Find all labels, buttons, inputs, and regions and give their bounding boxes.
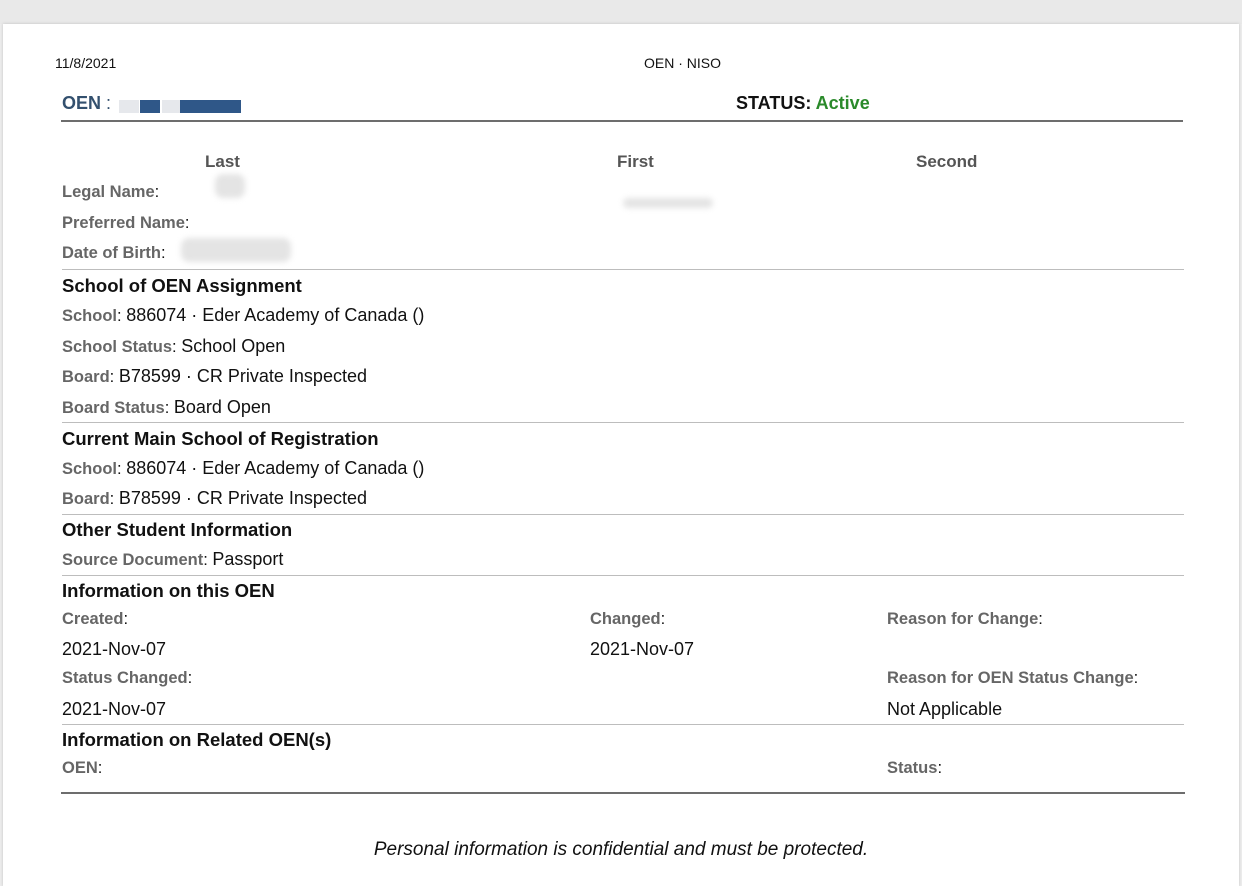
assignment-school-label: School: [62, 307, 118, 325]
legal-name-label: Legal Name:: [62, 183, 160, 201]
preferred-name-label-text: Preferred Name: [62, 214, 185, 232]
document-title: OEN · NISO: [644, 55, 722, 71]
created-value: 2021-Nov-07: [62, 639, 167, 659]
source-document-value: Passport: [212, 549, 284, 569]
related-oen-label-text: OEN: [62, 759, 98, 777]
dob-label: Date of Birth:: [62, 244, 166, 262]
section-divider: [62, 724, 1184, 725]
assignment-board-label: Board: [62, 368, 110, 386]
assignment-board-status: Board Status: Board Open: [62, 397, 271, 417]
reason-status-value: Not Applicable: [887, 699, 1003, 719]
changed-value: 2021-Nov-07: [590, 639, 695, 659]
status-value: Active: [815, 93, 870, 113]
section-divider: [61, 792, 1185, 794]
assignment-board-status-label: Board Status: [62, 399, 165, 417]
redaction-mark: [180, 100, 241, 113]
assignment-school: School: 886074 · Eder Academy of Canada (): [62, 305, 425, 325]
assignment-section-title: School of OEN Assignment: [62, 275, 302, 296]
changed-label: Changed:: [590, 610, 666, 628]
reason-change-label-text: Reason for Change: [887, 610, 1039, 628]
redaction-mark: [119, 100, 139, 113]
oen-status-row: [61, 90, 1183, 122]
status-changed-label: Status Changed:: [62, 669, 193, 687]
confidentiality-notice: Personal information is confidential and must be protected.: [373, 839, 869, 860]
reason-status-label: Reason for OEN Status Change:: [887, 669, 1139, 687]
registration-board: Board: B78599 · CR Private Inspected: [62, 488, 367, 508]
section-divider: [62, 575, 1184, 576]
related-section-title: Information on Related OEN(s): [62, 729, 332, 750]
created-label-text: Created: [62, 610, 124, 628]
source-document-label: Source Document: [62, 551, 204, 569]
status-label-text: STATUS:: [736, 93, 812, 113]
oen-colon: :: [106, 93, 112, 113]
info-section-title: Information on this OEN: [62, 580, 275, 601]
assignment-board-status-value: Board Open: [173, 397, 271, 417]
column-second: Second: [916, 152, 978, 171]
legal-name-label-text: Legal Name: [62, 183, 155, 201]
redacted-value: [181, 238, 291, 262]
other-section-title: Other Student Information: [62, 519, 293, 540]
related-status-label: Status:: [887, 759, 943, 777]
document-page: [3, 24, 1239, 886]
assignment-school-value: 886074 · Eder Academy of Canada (): [126, 305, 425, 325]
created-label: Created:: [62, 610, 129, 628]
print-date: 11/8/2021: [55, 55, 117, 71]
oen-label: OEN: [62, 93, 102, 113]
section-divider: [62, 514, 1184, 515]
dob-label-text: Date of Birth: [62, 244, 161, 262]
status-label: [736, 93, 870, 114]
registration-school-value: 886074 · Eder Academy of Canada (): [126, 458, 425, 478]
section-divider: [62, 269, 1184, 270]
registration-school-label: School: [62, 460, 118, 478]
registration-board-label: Board: [62, 490, 110, 508]
related-status-label-text: Status: [887, 759, 938, 777]
reason-change-label: Reason for Change:: [887, 610, 1043, 628]
redacted-value: [215, 174, 245, 198]
assignment-school-status-value: School Open: [181, 336, 286, 356]
status-changed-label-text: Status Changed: [62, 669, 188, 687]
preferred-name-label: Preferred Name:: [62, 214, 190, 232]
redaction-mark: [162, 100, 180, 113]
registration-school: School: 886074 · Eder Academy of Canada (): [62, 458, 425, 478]
source-document: Source Document: Passport: [62, 549, 284, 569]
assignment-school-status-label: School Status: [62, 338, 173, 356]
reason-status-label-text: Reason for OEN Status Change: [887, 669, 1134, 687]
changed-label-text: Changed: [590, 610, 661, 628]
redacted-value: [623, 198, 713, 208]
section-divider: [62, 422, 1184, 423]
redaction-mark: [140, 100, 160, 113]
column-last: Last: [205, 152, 240, 171]
related-oen-label: OEN:: [62, 759, 103, 777]
registration-section-title: Current Main School of Registration: [62, 428, 379, 449]
assignment-board-value: B78599 · CR Private Inspected: [118, 366, 367, 386]
assignment-school-status: School Status: School Open: [62, 336, 286, 356]
status-changed-value: 2021-Nov-07: [62, 699, 167, 719]
registration-board-value: B78599 · CR Private Inspected: [118, 488, 367, 508]
window-top-bar: [0, 0, 1242, 24]
column-first: First: [617, 152, 654, 171]
assignment-board: Board: B78599 · CR Private Inspected: [62, 366, 367, 386]
